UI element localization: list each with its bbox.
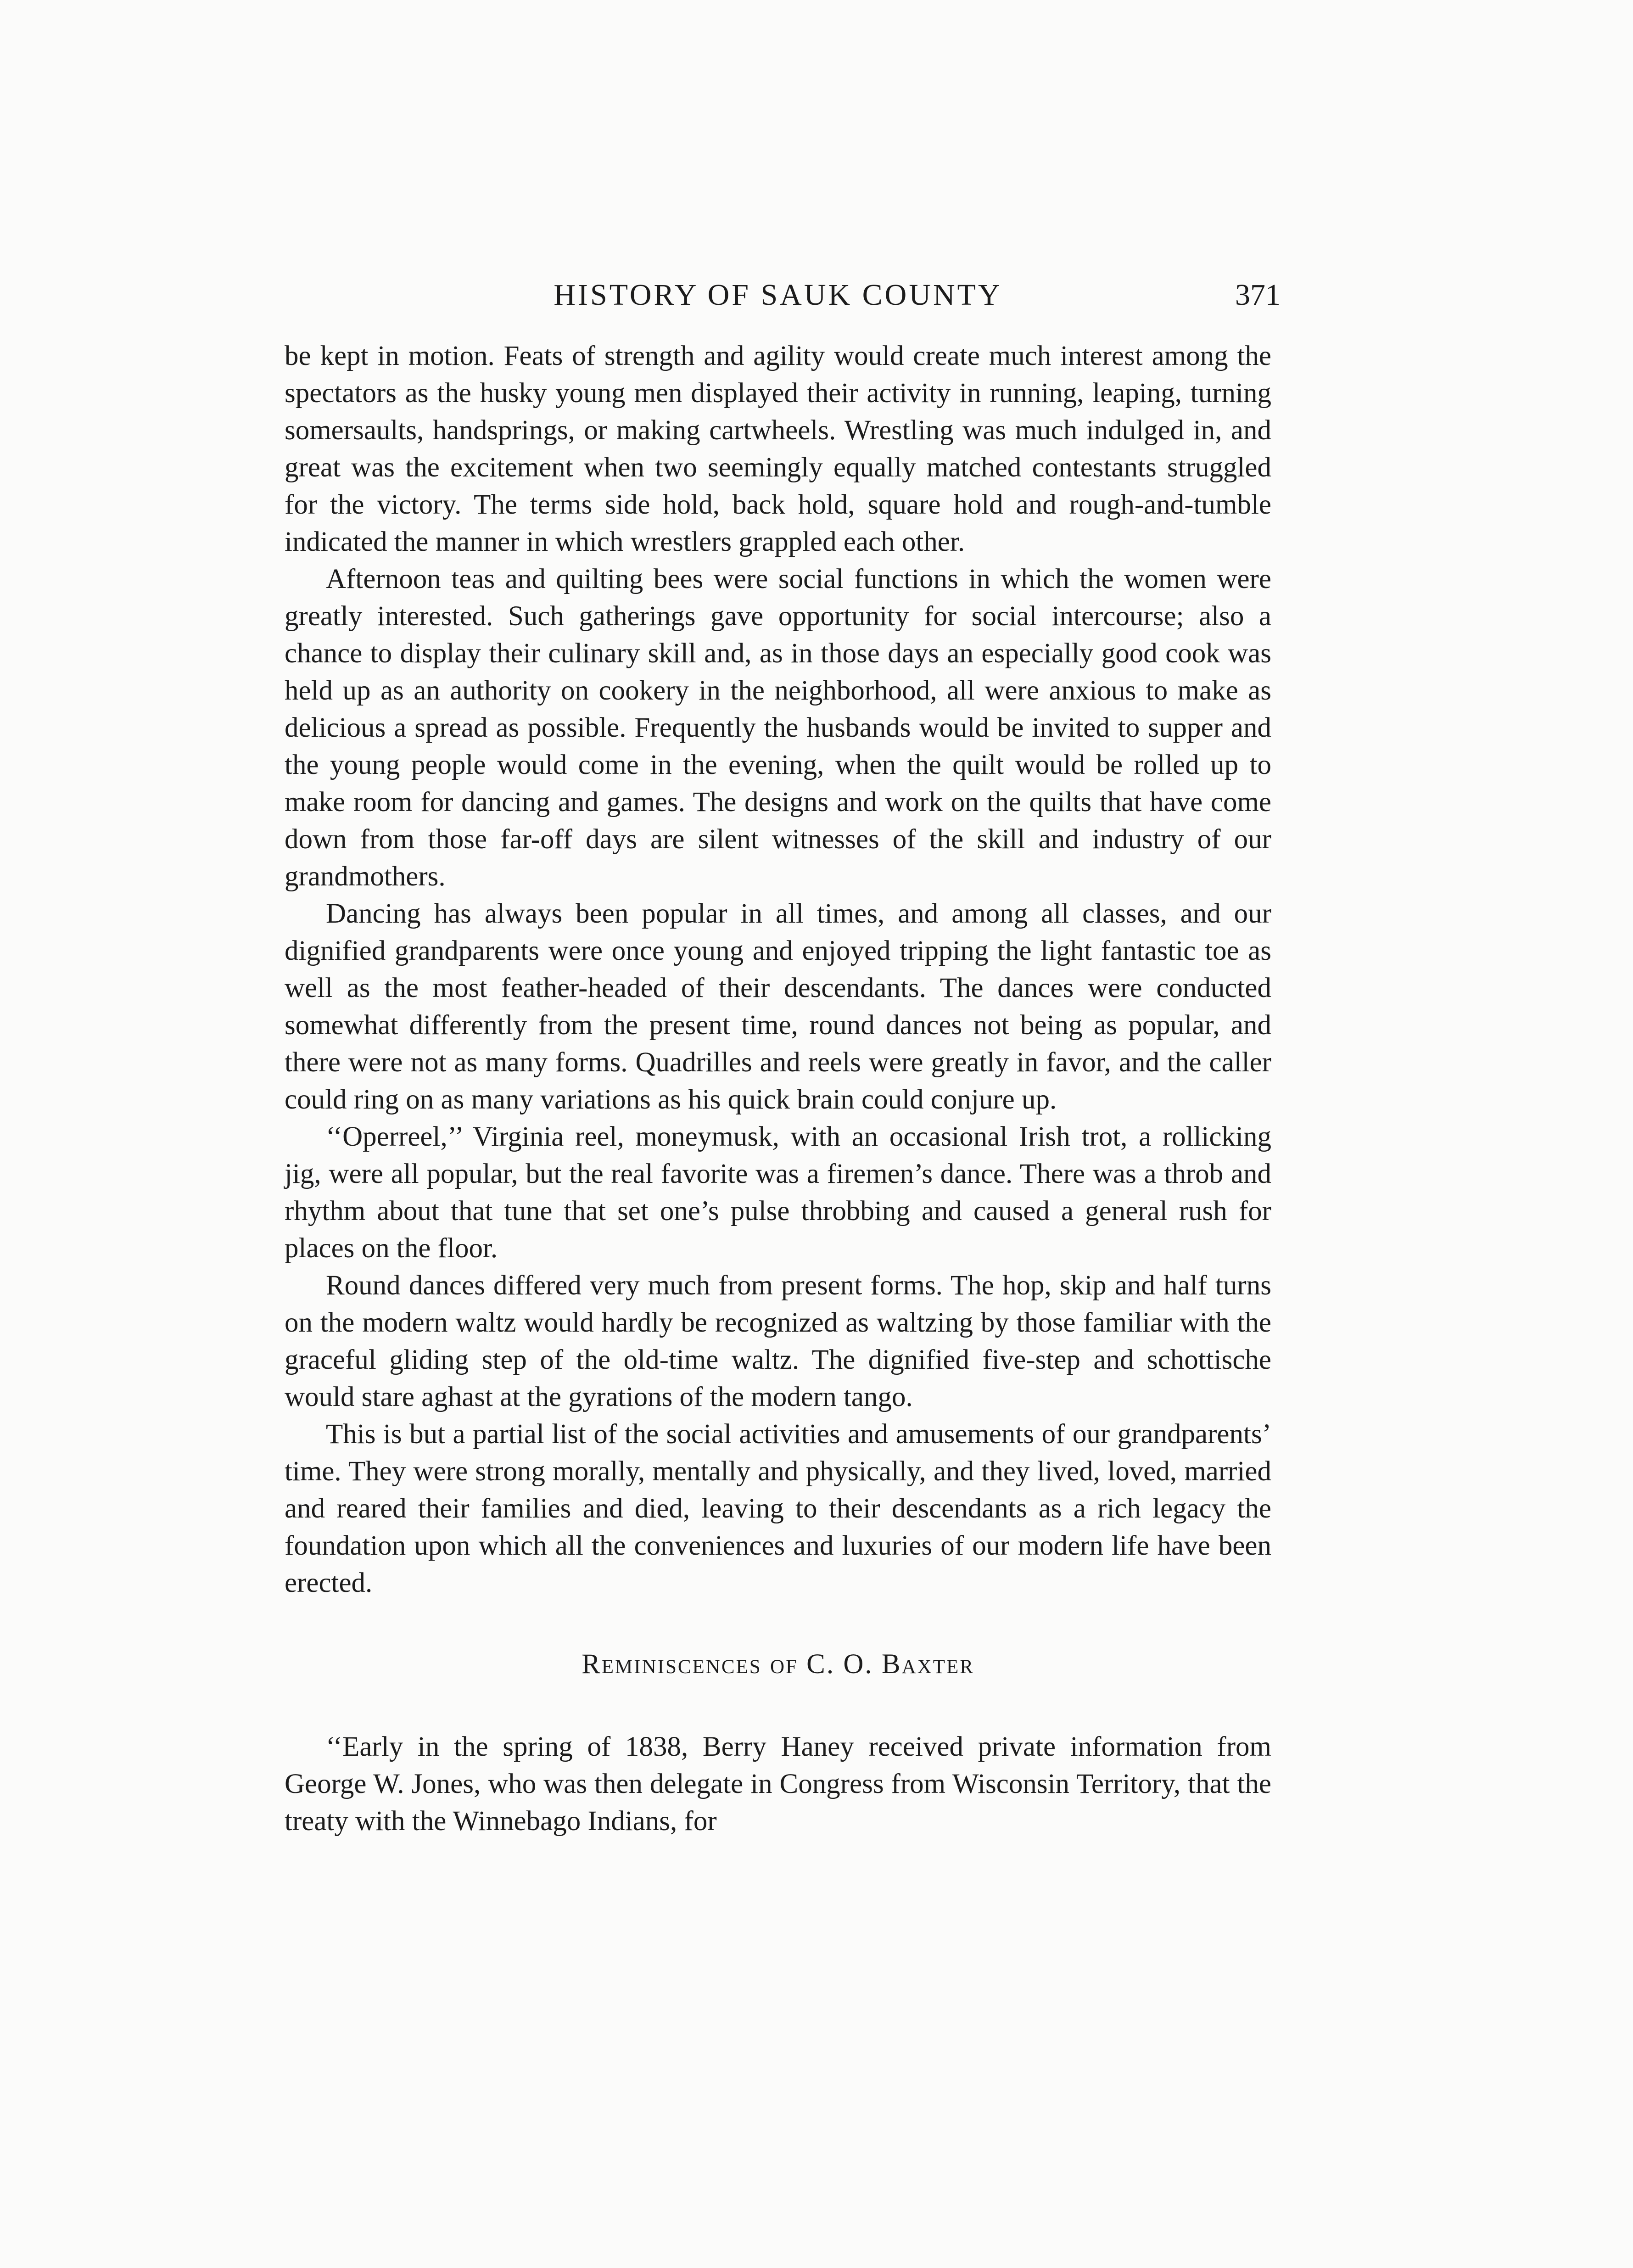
page-number: 371 [1235, 278, 1281, 312]
running-head [275, 274, 1281, 316]
body-text [285, 337, 1271, 1840]
paragraph: Dancing has always been popular in all times, and among all classes, and our dignified grandparents were once young and enjoyed tripping the light fantastic toe as well as the most feather-headed of their descendants. The dances were conducted somewhat differently from the present time, round dances not being as popular, and there were not as many forms. Quadrilles and reels were greatly in favor, and the caller could ring on as many variations as his quick brain could conjure up. [285, 898, 1271, 1115]
paragraph: ‘‘Operreel,’’ Virginia reel, moneymusk, with an occasional Irish trot, a rollicking jig, were all popular, but the real favorite was a firemen’s dance. There was a throb and rhythm about that tune that set one’s pulse throbbing and caused a general rush for places on the floor. [285, 1121, 1271, 1264]
paragraph-continued: be kept in motion. Feats of strength and agility would create much interest among the spectators as the husky young men displayed their activity in running, leaping, turning somersaults, handsprings, or making cartwheels. Wrestling was much indulged in, and great was the excitement when two seemingly equally matched contestants struggled for the victory. The terms side hold, back hold, square hold and rough-and-tumble indicated the manner in which wrestlers grappled each other. [285, 341, 1271, 557]
paragraph: Afternoon teas and quilting bees were social functions in which the women were greatly interested. Such gatherings gave opportunity for social intercourse; also a chance to display their culinary skill and, as in those days an especially good cook was held up as an authority on cookery in the neighborhood, all were anxious to make as delicious a spread as possible. Frequently the husbands would be invited to supper and the young people would come in the evening, when the quilt would be rolled up to make room for dancing and games. The designs and work on the quilts that have come down from those far-off days are silent witnesses of the skill and industry of our grandmothers. [285, 564, 1271, 892]
running-title: HISTORY OF SAUK COUNTY [554, 278, 1002, 312]
paragraph: ‘‘Early in the spring of 1838, Berry Haney received private information from George W. Jones, who was then delegate in Congress from Wisconsin Territory, that the treaty with the Winnebago Indians, for [285, 1731, 1271, 1837]
paragraph: This is but a partial list of the social activities and amusements of our grandparents’ time. They were strong morally, mentally and physically, and they lived, loved, married and reared their families and died, leaving to their descendants as a rich legacy the foundation upon which all the conveniences and luxuries of our modern life have been erected. [285, 1419, 1271, 1598]
section-heading: Reminiscences of C. O. Baxter [582, 1649, 974, 1680]
paragraph: Round dances differed very much from present forms. The hop, skip and half turns on the modern waltz would hardly be recognized as waltzing by those familiar with the graceful gliding step of the old-time waltz. The dignified five-step and schottische would stare aghast at the gyrations of the modern tango. [285, 1270, 1271, 1412]
